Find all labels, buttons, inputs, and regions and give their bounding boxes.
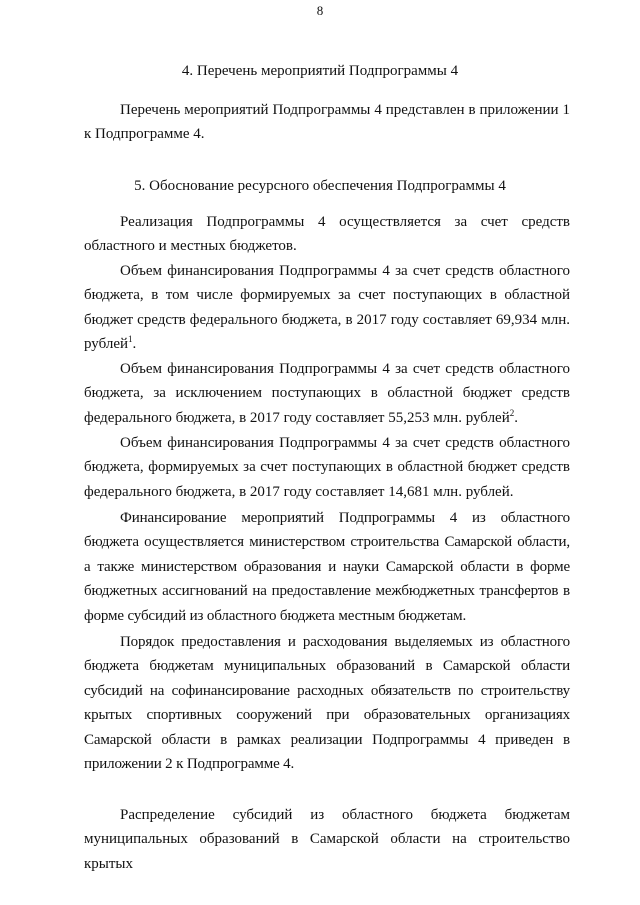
footnote-ref-2: 2 bbox=[509, 407, 515, 418]
paragraph-7: Распределение субсидий из областного бюджета бюджетам муниципальных образований в Самарской области на строительство крытых bbox=[84, 807, 570, 872]
paragraph-6: Порядок предоставления и расходования выделяемых из областного бюджета бюджетам муниципальных образований в Самарской области субсидий на софинансирование расходных обязательств по строительству крытых спортивных сооружений при образовательных организациях Самарской области в рамках реализации Подпрограммы 4 приведен в приложении 2 к Подпрограмме 4. bbox=[84, 634, 570, 773]
section-4-heading: 4. Перечень мероприятий Подпрограммы 4 bbox=[181, 63, 459, 79]
section-4-paragraph: Перечень мероприятий Подпрограммы 4 представлен в приложении 1 к Подпрограмме 4. bbox=[84, 102, 570, 143]
paragraph-2-text: Объем финансирования Подпрограммы 4 за счет средств областного бюджета, в том числе формируемых за счет поступающих в областной бюджет средств федерального бюджета, в 2017 году составляет 69,934 млн. рублей bbox=[84, 263, 570, 353]
footnote-ref-1: 1 bbox=[128, 334, 133, 345]
paragraph-2: Объем финансирования Подпрограммы 4 за счет средств областного бюджета, в том числе формируемых за счет поступающих в областной бюджет средств федерального бюджета, в 2017 году составляет 69,934 млн. рублей$^1$. bbox=[84, 263, 570, 353]
paragraph-3: Объем финансирования Подпрограммы 4 за счет средств областного бюджета, за исключением поступающих в областной бюджет средств федерального бюджета, в 2017 году составляет 55,253 млн. рублей$^2$. bbox=[84, 361, 570, 426]
paragraph-3-text: Объем финансирования Подпрограммы 4 за счет средств областного бюджета, за исключением поступающих в областной бюджет средств федерального бюджета, в 2017 году составляет 55,253 млн. рублей bbox=[84, 361, 570, 426]
page-number: 8 bbox=[316, 3, 324, 18]
section-5-heading: 5. Обоснование ресурсного обеспечения Подпрограммы 4 bbox=[134, 178, 506, 194]
paragraph-1: Реализация Подпрограммы 4 осуществляется за счет средств областного и местных бюджетов. bbox=[84, 214, 570, 255]
paragraph-5: Финансирование мероприятий Подпрограммы 4 из областного бюджета осуществляется министерством строительства Самарской области, а также министерством образования и науки Самарской области в форме бюджетных ассигнований на предоставление межбюджетных трансфертов в форме субсидий из областного бюджета местным бюджетам. bbox=[84, 510, 570, 624]
paragraph-4: Объем финансирования Подпрограммы 4 за счет средств областного бюджета, формируемых за счет поступающих в областной бюджет средств федерального бюджета, в 2017 году составляет 14,681 млн. рублей. bbox=[84, 435, 570, 500]
